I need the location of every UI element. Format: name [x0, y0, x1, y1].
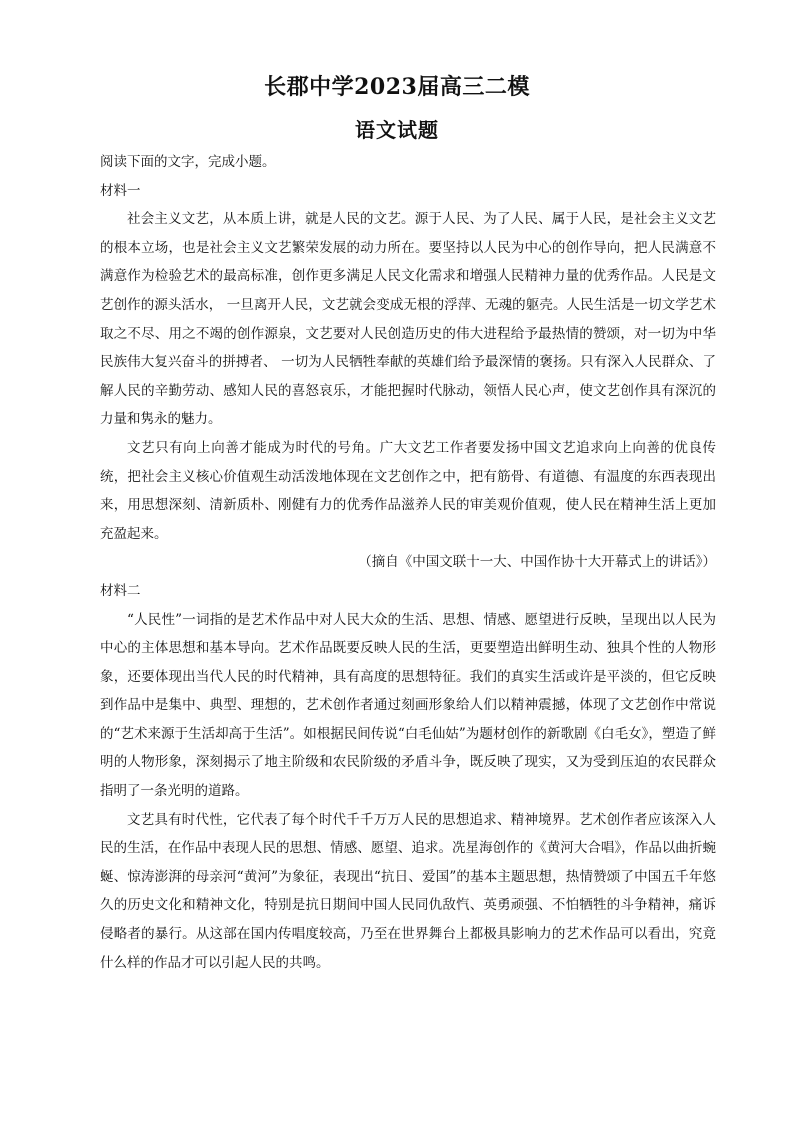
instruction-text: 阅读下面的文字，完成小题。 — [100, 154, 276, 170]
material-two-paragraph-2: 文艺具有时代性，它代表了每个时代千千万万人民的思想追求、精神境界。艺术创作者应该深入人民的生活，在作品中表现人民的思想、情感、愿望、追求。冼星海创作的《黄河大合唱》，作品以曲折蜿蜒、惊涛澎湃的母亲河“黄河”为象征，表现出“抗日、爱国”的基本主题思想，热情赞颂了中国五千年悠久的历史文化和精神文化，特别是抗日期间中国人民同仇敌忾、英勇顽强、不怕牺牲的斗争精神，痛诉侵略者的暴行。从这部在国内传唱度较高，乃至在世界舞台上都极具影响力的艺术作品可以看出，究竟什么样的作品才可以引起人民的共鸣。 — [100, 811, 716, 971]
material-one-source: （摘自《中国文联十一大、中国作协十大开幕式上的讲话》） — [358, 554, 716, 571]
material-two-paragraph-1: “人民性”一词指的是艺术作品中对人民大众的生活、思想、情感、愿望进行反映，呈现出以人民为中心的主体思想和基本导向。艺术作品既要反映人民的生活，更要塑造出鲜明生动、独具个性的人物形象，还要体现出当代人民的时代精神，具有高度的思想特征。我们的真实生活或许是平淡的，但它反映到作品中是集中、典型、理想的，艺术创作者通过刻画形象给人们以精神震撼，体现了文艺创作中常说的“艺术来源于生活却高于生活”。如根据民间传说“白毛仙姑”为题材创作的新歌剧《白毛女》，塑造了鲜明的人物形象，深刻揭示了地主阶级和农民阶级的矛盾斗争，既反映了现实，又为受到压迫的农民群众指明了一条光明的道路。 — [100, 611, 716, 800]
material-one-label: 材料一 — [100, 182, 141, 199]
page-title: 长郡中学2023届高三二模 — [264, 74, 530, 100]
document-body — [100, 148, 716, 977]
material-one-paragraph-1: 社会主义文艺，从本质上讲，就是人民的文艺。源于人民、为了人民、属于人民，是社会主义文艺的根本立场，也是社会主义文艺繁荣发展的动力所在。要坚持以人民为中心的创作导向，把人民满意不满意作为检验艺术的最高标准，创作更多满足人民文化需求和增强人民精神力量的优秀作品。人民是文艺创作的源头活水， 一旦离开人民，文艺就会变成无根的浮萍、无魂的躯壳。人民生活是一切文学艺术取之不尽、用之不竭的创作源泉，文艺要对人民创造历史的伟大进程给予最热情的赞颂，对一切为中华民族伟大复兴奋斗的拼搏者、 一切为人民牺牲奉献的英雄们给予最深情的褒扬。只有深入人民群众、了解人民的辛勤劳动、感知人民的喜怒哀乐，才能把握时代脉动，领悟人民心声，使文艺创作具有深沉的力量和隽永的魅力。 — [100, 211, 716, 428]
page-subtitle: 语文试题 — [355, 118, 439, 142]
material-one-paragraph-2: 文艺只有向上向善才能成为时代的号角。广大文艺工作者要发扬中国文艺追求向上向善的优良传统，把社会主义核心价值观生动活泼地体现在文艺创作之中，把有筋骨、有道德、有温度的东西表现出来，用思想深刻、清新质朴、刚健有力的优秀作品滋养人民的审美观价值观，使人民在精神生活上更加充盈起来。 — [100, 439, 716, 542]
material-two-label: 材料二 — [100, 582, 141, 599]
